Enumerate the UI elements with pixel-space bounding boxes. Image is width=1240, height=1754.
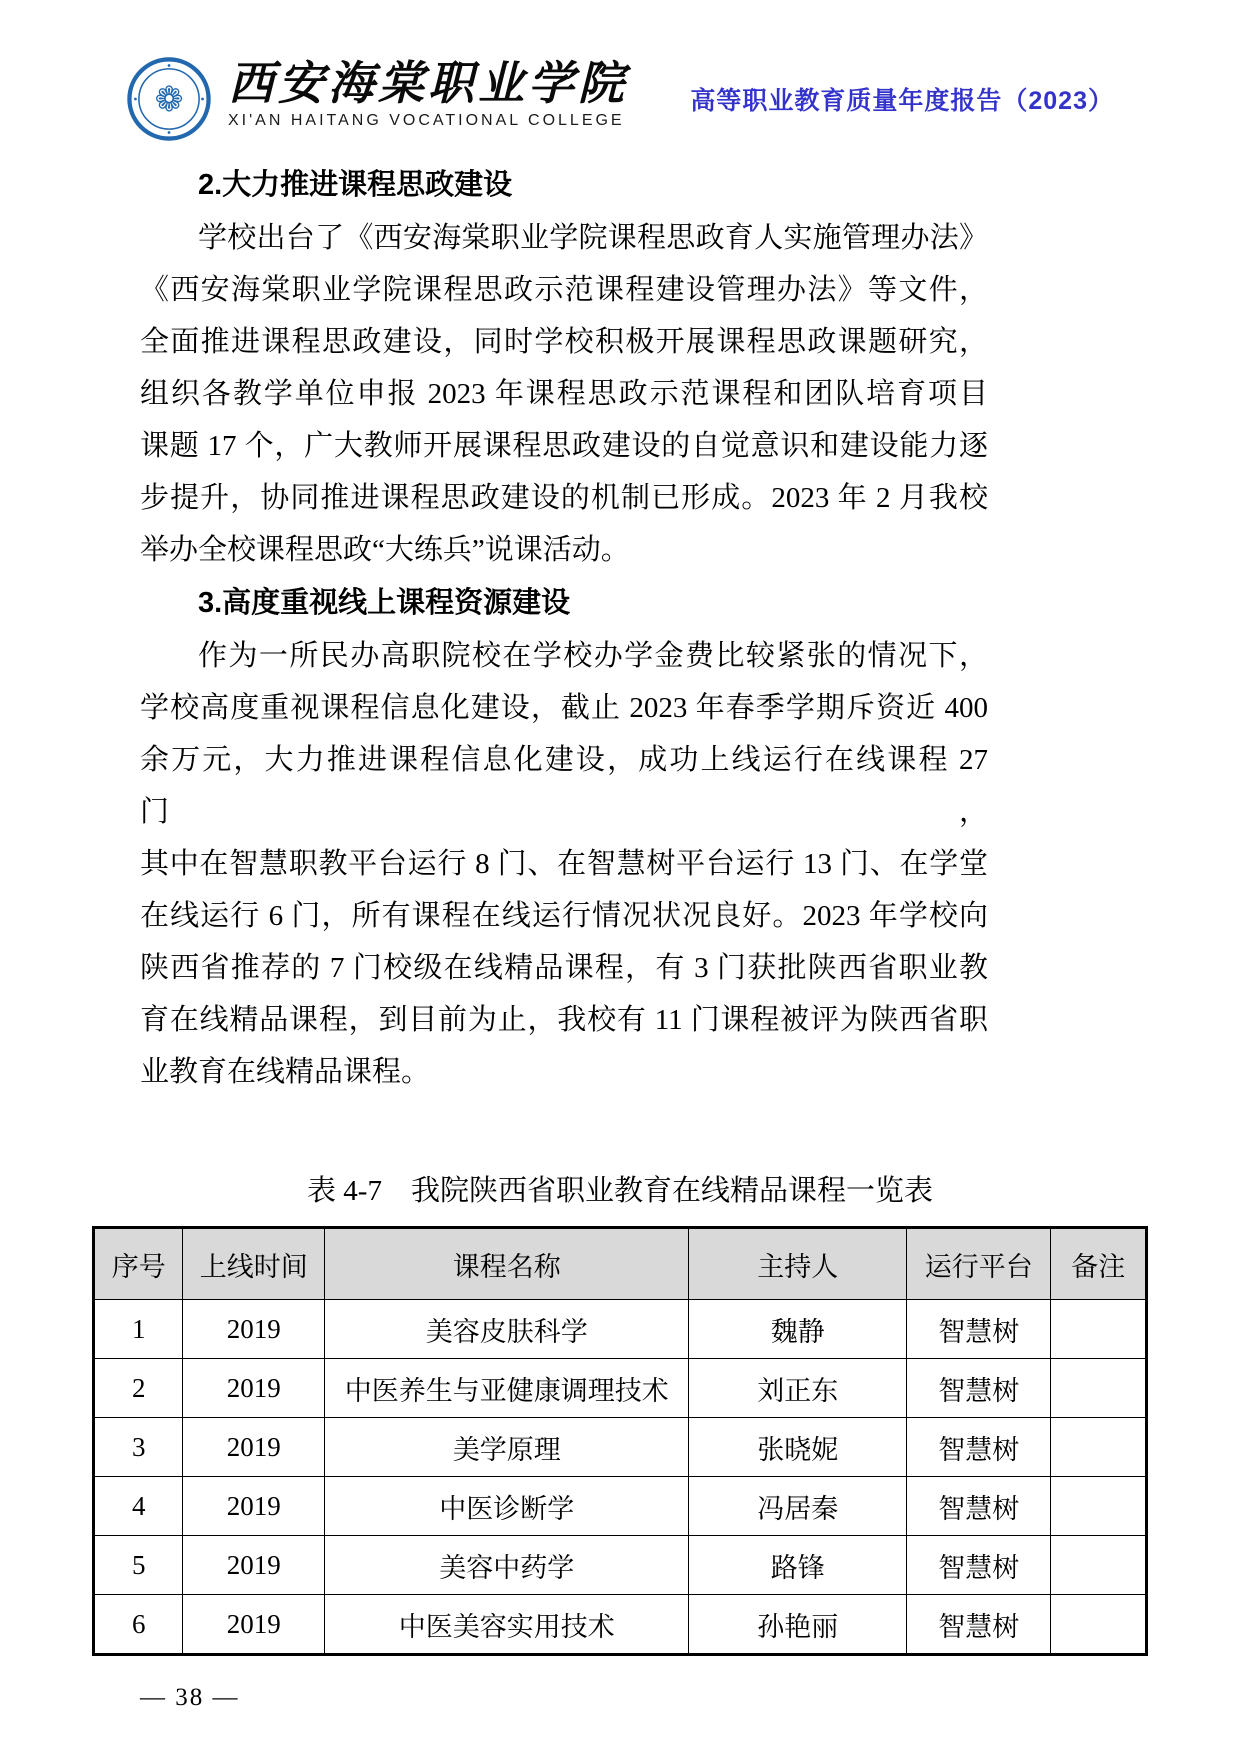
table-cell: 美容皮肤科学 [324,1300,688,1359]
table-cell: 2019 [183,1418,325,1477]
table-row [94,1536,1147,1595]
college-logo-text [228,56,628,130]
college-seal-icon [126,56,212,142]
table-cell: 智慧树 [906,1300,1051,1359]
college-name-zh: 西安海棠职业学院 [228,56,628,110]
table-cell: 智慧树 [906,1418,1051,1477]
document-body [140,158,988,1098]
table-row [94,1418,1147,1477]
table-header-row [94,1228,1147,1300]
table-cell: 6 [94,1595,183,1655]
paragraph-line: 步提升，协同推进课程思政建设的机制已形成。2023 年 2 月我校 [140,482,988,514]
page-header [126,56,1114,142]
courses-table [92,1226,1148,1656]
college-name-en: XI'AN HAITANG VOCATIONAL COLLEGE [228,112,625,129]
paragraph-line: 课题 17 个，广大教师开展课程思政建设的自觉意识和建设能力逐 [140,430,988,462]
column-header: 序号 [94,1228,183,1300]
table-cell [1051,1359,1147,1418]
paragraph-line: 举办全校课程思政“大练兵”说课活动。 [140,534,630,566]
table-cell: 智慧树 [906,1359,1051,1418]
table-cell: 中医美容实用技术 [324,1595,688,1655]
table-row [94,1359,1147,1418]
column-header: 课程名称 [324,1228,688,1300]
courses-table-wrap [92,1226,1148,1656]
table-caption: 表 4-7 我院陕西省职业教育在线精品课程一览表 [307,1175,933,1207]
paragraph-line: 作为一所民办高职院校在学校办学金费比较紧张的情况下， [198,640,988,672]
table-cell [1051,1536,1147,1595]
page-number: — 38 — [140,1684,240,1711]
table-cell: 张晓妮 [689,1418,907,1477]
table-cell: 3 [94,1418,183,1477]
column-header: 备注 [1051,1228,1147,1300]
table-cell: 2019 [183,1359,325,1418]
table-cell: 魏静 [689,1300,907,1359]
paragraph-line: 《西安海棠职业学院课程思政示范课程建设管理办法》等文件， [140,274,988,306]
paragraph-line: 学校高度重视课程信息化建设，截止 2023 年春季学期斥资近 400 [140,692,988,724]
report-title: 高等职业教育质量年度报告（2023） [690,87,1114,115]
paragraph-line: 其中在智慧职教平台运行 8 门、在智慧树平台运行 13 门、在学堂 [140,848,988,880]
section-heading: 2.大力推进课程思政建设 [198,169,513,201]
table-cell: 美学原理 [324,1418,688,1477]
table-cell: 2019 [183,1595,325,1655]
table-cell [1051,1418,1147,1477]
paragraph-line: 组织各教学单位申报 2023 年课程思政示范课程和团队培育项目 [140,378,988,410]
table-row [94,1477,1147,1536]
table-cell: 中医诊断学 [324,1477,688,1536]
page-footer [140,1684,240,1712]
table-row [94,1595,1147,1655]
table-row [94,1300,1147,1359]
paragraph-line: 陕西省推荐的 7 门校级在线精品课程，有 3 门获批陕西省职业教 [140,952,988,984]
paragraph [140,630,988,1098]
table-cell: 冯居秦 [689,1477,907,1536]
paragraph-line: 在线运行 6 门，所有课程在线运行情况状况良好。2023 年学校向 [140,900,988,932]
table-cell: 孙艳丽 [689,1595,907,1655]
column-header: 运行平台 [906,1228,1051,1300]
table-cell: 智慧树 [906,1536,1051,1595]
table-cell: 智慧树 [906,1477,1051,1536]
table-cell: 5 [94,1536,183,1595]
paragraph-line: 余万元，大力推进课程信息化建设，成功上线运行在线课程 27 门， [140,744,988,828]
table-cell: 2019 [183,1300,325,1359]
paragraph-line: 育在线精品课程，到目前为止，我校有 11 门课程被评为陕西省职 [140,1004,988,1036]
paragraph-line: 全面推进课程思政建设，同时学校积极开展课程思政课题研究， [140,326,988,358]
seal-flower-glyph: ❁ [154,81,184,120]
table-cell: 刘正东 [689,1359,907,1418]
column-header: 主持人 [689,1228,907,1300]
table-cell: 2 [94,1359,183,1418]
table-cell: 2019 [183,1477,325,1536]
table-cell [1051,1595,1147,1655]
column-header: 上线时间 [183,1228,325,1300]
paragraph [140,212,988,576]
paragraph-line: 业教育在线精品课程。 [140,1056,431,1088]
table-cell: 中医养生与亚健康调理技术 [324,1359,688,1418]
college-logo [126,56,628,142]
table-cell: 路锋 [689,1536,907,1595]
table-cell: 1 [94,1300,183,1359]
paragraph-line: 学校出台了《西安海棠职业学院课程思政育人实施管理办法》 [198,222,988,254]
section-heading: 3.高度重视线上课程资源建设 [198,587,571,619]
table-cell: 美容中药学 [324,1536,688,1595]
table-cell: 2019 [183,1536,325,1595]
table-cell [1051,1477,1147,1536]
table-cell: 智慧树 [906,1595,1051,1655]
table-cell: 4 [94,1477,183,1536]
table-cell [1051,1300,1147,1359]
